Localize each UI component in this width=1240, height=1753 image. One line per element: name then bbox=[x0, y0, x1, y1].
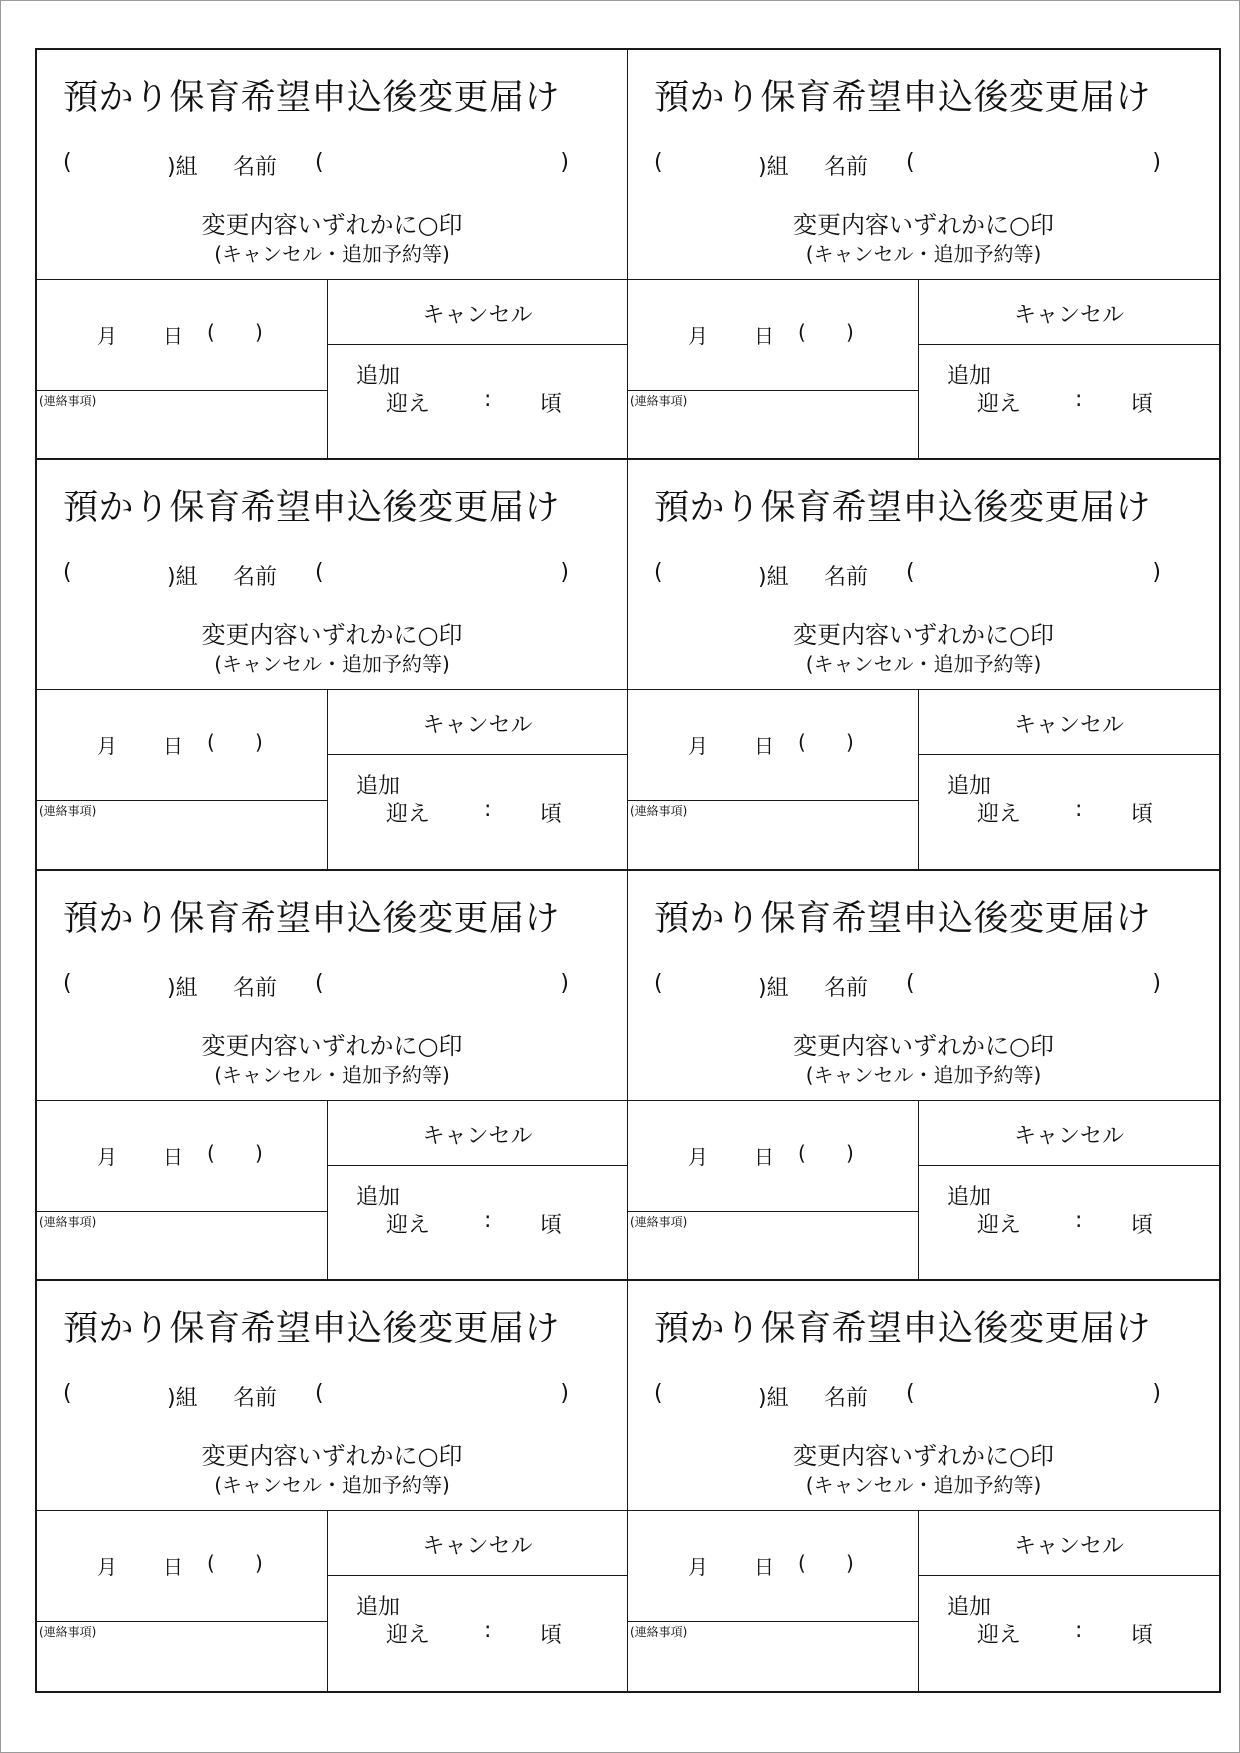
change-request-card bbox=[628, 50, 1219, 460]
cancel-label: キャンセル bbox=[422, 1123, 533, 1149]
day-label: 日 bbox=[754, 324, 774, 348]
class-name-line bbox=[63, 1381, 569, 1411]
cancel-option[interactable] bbox=[919, 1101, 1219, 1166]
pickup-colon: : bbox=[1075, 1617, 1083, 1643]
name-open-paren: ( bbox=[315, 150, 324, 175]
instruction-text: 変更内容いずれかに○印 bbox=[793, 1441, 1054, 1470]
name-label: 名前 bbox=[233, 155, 278, 180]
name-open-paren: ( bbox=[315, 560, 324, 586]
change-request-card bbox=[37, 871, 628, 1281]
instruction-text: 変更内容いずれかに○印 bbox=[793, 211, 1054, 239]
day-label: 日 bbox=[163, 1554, 183, 1579]
change-request-card bbox=[628, 871, 1219, 1281]
class-name-line bbox=[654, 1381, 1161, 1411]
weekday-close-paren: ) bbox=[846, 1140, 854, 1165]
weekday-close-paren: ) bbox=[255, 320, 263, 344]
class-open-paren: ( bbox=[63, 560, 72, 586]
date-notes-column bbox=[628, 1101, 919, 1279]
instruction-subtext: (キャンセル・追加予約等) bbox=[805, 1472, 1042, 1497]
name-close-paren: ) bbox=[1152, 150, 1161, 175]
add-label: 追加 bbox=[356, 774, 401, 800]
notes-field[interactable] bbox=[37, 801, 327, 868]
add-option[interactable] bbox=[328, 345, 627, 458]
day-label: 日 bbox=[163, 1144, 183, 1169]
date-notes-column bbox=[37, 280, 328, 458]
notes-label: (連絡事項) bbox=[39, 1624, 97, 1639]
weekday-close-paren: ) bbox=[846, 730, 854, 755]
name-open-paren: ( bbox=[906, 970, 915, 996]
card-body bbox=[628, 690, 1219, 868]
card-body bbox=[628, 1511, 1219, 1691]
instruction-subtext: (キャンセル・追加予約等) bbox=[805, 652, 1042, 677]
add-option[interactable] bbox=[919, 345, 1219, 458]
name-label: 名前 bbox=[233, 565, 278, 591]
card-header bbox=[37, 871, 627, 1101]
card-body bbox=[37, 690, 627, 868]
month-label: 月 bbox=[97, 1144, 117, 1169]
class-name-line bbox=[654, 971, 1161, 1001]
class-open-paren: ( bbox=[654, 150, 663, 175]
class-open-paren: ( bbox=[63, 150, 72, 175]
date-field[interactable] bbox=[37, 1101, 327, 1212]
notes-field[interactable] bbox=[628, 391, 918, 458]
option-column bbox=[328, 690, 627, 868]
month-label: 月 bbox=[688, 1144, 708, 1169]
name-open-paren: ( bbox=[315, 1380, 324, 1406]
date-field[interactable] bbox=[37, 280, 327, 391]
month-label: 月 bbox=[688, 324, 708, 348]
name-label: 名前 bbox=[824, 155, 869, 180]
name-label: 名前 bbox=[233, 975, 278, 1001]
option-column bbox=[328, 280, 627, 458]
day-label: 日 bbox=[163, 324, 183, 348]
change-request-card bbox=[628, 460, 1219, 870]
form-title: 預かり保育希望申込後変更届け bbox=[63, 488, 561, 529]
date-field[interactable] bbox=[628, 280, 918, 391]
form-title: 預かり保育希望申込後変更届け bbox=[654, 78, 1152, 118]
cancel-label: キャンセル bbox=[1013, 1123, 1124, 1149]
class-name-line bbox=[63, 150, 569, 180]
add-label: 追加 bbox=[947, 774, 992, 800]
notes-field[interactable] bbox=[37, 1622, 327, 1691]
add-option[interactable] bbox=[328, 1576, 627, 1691]
cancel-option[interactable] bbox=[919, 690, 1219, 755]
cancel-option[interactable] bbox=[328, 1101, 627, 1166]
pickup-time-suffix: 頃 bbox=[1131, 1622, 1154, 1648]
option-column bbox=[919, 1511, 1219, 1691]
weekday-close-paren: ) bbox=[255, 1140, 263, 1165]
option-column bbox=[328, 1101, 627, 1279]
class-open-paren: ( bbox=[654, 560, 663, 586]
class-suffix: )組 bbox=[167, 975, 198, 1001]
class-name-line bbox=[654, 150, 1161, 180]
change-request-card bbox=[37, 1281, 628, 1691]
add-label: 追加 bbox=[947, 1184, 992, 1210]
change-request-card bbox=[37, 460, 628, 870]
instruction-text: 変更内容いずれかに○印 bbox=[201, 1031, 463, 1060]
pickup-label: 迎え bbox=[386, 802, 431, 828]
add-option[interactable] bbox=[919, 755, 1219, 868]
month-label: 月 bbox=[688, 734, 708, 759]
instruction-text: 変更内容いずれかに○印 bbox=[201, 1441, 463, 1470]
form-title: 預かり保育希望申込後変更届け bbox=[63, 898, 561, 939]
pickup-colon: : bbox=[484, 1617, 492, 1643]
change-request-card bbox=[628, 1281, 1219, 1691]
name-close-paren: ) bbox=[560, 560, 569, 586]
date-field[interactable] bbox=[37, 1511, 327, 1622]
form-title: 預かり保育希望申込後変更届け bbox=[63, 78, 561, 118]
name-close-paren: ) bbox=[560, 970, 569, 996]
cancel-label: キャンセル bbox=[422, 303, 533, 328]
notes-field[interactable] bbox=[628, 1622, 918, 1691]
name-label: 名前 bbox=[824, 565, 869, 591]
form-title: 預かり保育希望申込後変更届け bbox=[654, 898, 1152, 939]
day-label: 日 bbox=[754, 1554, 774, 1579]
date-field[interactable] bbox=[628, 1511, 918, 1622]
form-title: 預かり保育希望申込後変更届け bbox=[654, 1308, 1152, 1349]
pickup-label: 迎え bbox=[386, 392, 431, 417]
date-notes-column bbox=[37, 1101, 328, 1279]
add-option[interactable] bbox=[328, 1166, 627, 1279]
pickup-time-suffix: 頃 bbox=[540, 1212, 563, 1238]
instruction-text: 変更内容いずれかに○印 bbox=[793, 1031, 1054, 1060]
pickup-colon: : bbox=[1075, 387, 1083, 412]
cancel-option[interactable] bbox=[328, 690, 627, 755]
cancel-option[interactable] bbox=[328, 1511, 627, 1576]
class-open-paren: ( bbox=[63, 1380, 72, 1406]
add-label: 追加 bbox=[947, 1594, 992, 1620]
form-title: 預かり保育希望申込後変更届け bbox=[63, 1308, 561, 1349]
date-notes-column bbox=[628, 690, 919, 868]
class-suffix: )組 bbox=[758, 155, 789, 180]
weekday-open-paren: ( bbox=[207, 1550, 215, 1575]
month-label: 月 bbox=[97, 1554, 117, 1579]
month-label: 月 bbox=[688, 1554, 708, 1579]
date-notes-column bbox=[628, 1511, 919, 1691]
form-title: 預かり保育希望申込後変更届け bbox=[654, 488, 1152, 529]
class-suffix: )組 bbox=[167, 565, 198, 591]
pickup-time-suffix: 頃 bbox=[540, 1622, 563, 1648]
pickup-colon: : bbox=[484, 387, 492, 412]
instruction-text: 変更内容いずれかに○印 bbox=[201, 621, 463, 650]
name-close-paren: ) bbox=[1152, 560, 1161, 586]
class-suffix: )組 bbox=[167, 1385, 198, 1411]
instruction-text: 変更内容いずれかに○印 bbox=[793, 621, 1054, 650]
pickup-colon: : bbox=[1075, 797, 1083, 823]
option-column bbox=[919, 1101, 1219, 1279]
cancel-option[interactable] bbox=[328, 280, 627, 345]
add-label: 追加 bbox=[356, 1594, 401, 1620]
date-notes-column bbox=[37, 1511, 328, 1691]
card-body bbox=[628, 280, 1219, 458]
pickup-label: 迎え bbox=[977, 392, 1022, 417]
add-label: 追加 bbox=[356, 364, 401, 389]
pickup-label: 迎え bbox=[386, 1622, 431, 1648]
weekday-close-paren: ) bbox=[846, 320, 854, 344]
pickup-label: 迎え bbox=[977, 1622, 1022, 1648]
day-label: 日 bbox=[754, 734, 774, 759]
notes-label: (連絡事項) bbox=[39, 394, 97, 408]
class-suffix: )組 bbox=[167, 155, 198, 180]
option-column bbox=[919, 690, 1219, 868]
class-open-paren: ( bbox=[63, 970, 72, 996]
card-body bbox=[628, 1101, 1219, 1279]
pickup-label: 迎え bbox=[386, 1212, 431, 1238]
notes-label: (連絡事項) bbox=[630, 1624, 688, 1639]
notes-label: (連絡事項) bbox=[630, 1214, 688, 1229]
instruction-text: 変更内容いずれかに○印 bbox=[201, 211, 463, 239]
form-sheet bbox=[35, 48, 1221, 1693]
card-header bbox=[37, 460, 627, 690]
pickup-colon: : bbox=[484, 797, 492, 823]
cancel-label: キャンセル bbox=[1013, 303, 1124, 328]
name-open-paren: ( bbox=[906, 150, 915, 175]
weekday-open-paren: ( bbox=[798, 1550, 806, 1575]
name-open-paren: ( bbox=[315, 970, 324, 996]
pickup-colon: : bbox=[1075, 1207, 1083, 1233]
weekday-close-paren: ) bbox=[255, 1550, 263, 1575]
cancel-label: キャンセル bbox=[1013, 713, 1124, 739]
pickup-label: 迎え bbox=[977, 802, 1022, 828]
cancel-option[interactable] bbox=[919, 1511, 1219, 1576]
class-suffix: )組 bbox=[758, 975, 789, 1001]
name-label: 名前 bbox=[824, 975, 869, 1001]
notes-label: (連絡事項) bbox=[630, 394, 688, 408]
weekday-open-paren: ( bbox=[798, 730, 806, 755]
notes-field[interactable] bbox=[37, 391, 327, 458]
name-close-paren: ) bbox=[1152, 970, 1161, 996]
class-name-line bbox=[654, 560, 1161, 590]
class-open-paren: ( bbox=[654, 970, 663, 996]
class-open-paren: ( bbox=[654, 1380, 663, 1406]
add-label: 追加 bbox=[947, 364, 992, 389]
cancel-option[interactable] bbox=[919, 280, 1219, 345]
month-label: 月 bbox=[97, 734, 117, 759]
cancel-label: キャンセル bbox=[422, 1533, 533, 1559]
pickup-label: 迎え bbox=[977, 1212, 1022, 1238]
instruction-subtext: (キャンセル・追加予約等) bbox=[805, 242, 1042, 266]
add-label: 追加 bbox=[356, 1184, 401, 1210]
pickup-colon: : bbox=[484, 1207, 492, 1233]
card-header bbox=[628, 50, 1219, 280]
name-label: 名前 bbox=[824, 1385, 869, 1411]
name-open-paren: ( bbox=[906, 560, 915, 586]
class-suffix: )組 bbox=[758, 1385, 789, 1411]
card-header bbox=[37, 1281, 627, 1511]
weekday-open-paren: ( bbox=[798, 320, 806, 344]
option-column bbox=[919, 280, 1219, 458]
month-label: 月 bbox=[97, 324, 117, 348]
add-option[interactable] bbox=[919, 1576, 1219, 1691]
instruction-subtext: (キャンセル・追加予約等) bbox=[214, 652, 450, 677]
weekday-open-paren: ( bbox=[207, 730, 215, 755]
date-field[interactable] bbox=[37, 690, 327, 801]
pickup-time-suffix: 頃 bbox=[1131, 392, 1154, 417]
card-header bbox=[37, 50, 627, 280]
cancel-label: キャンセル bbox=[422, 713, 533, 739]
instruction-subtext: (キャンセル・追加予約等) bbox=[214, 242, 450, 266]
notes-field[interactable] bbox=[628, 1212, 918, 1279]
card-body bbox=[37, 1101, 627, 1279]
notes-field[interactable] bbox=[37, 1212, 327, 1279]
card-header bbox=[628, 460, 1219, 690]
instruction-subtext: (キャンセル・追加予約等) bbox=[214, 1062, 450, 1087]
weekday-close-paren: ) bbox=[846, 1550, 854, 1575]
add-option[interactable] bbox=[919, 1166, 1219, 1279]
pickup-time-suffix: 頃 bbox=[540, 802, 563, 828]
weekday-open-paren: ( bbox=[207, 1140, 215, 1165]
notes-label: (連絡事項) bbox=[39, 1214, 97, 1229]
name-close-paren: ) bbox=[1152, 1380, 1161, 1406]
name-close-paren: ) bbox=[560, 150, 569, 175]
weekday-open-paren: ( bbox=[798, 1140, 806, 1165]
date-notes-column bbox=[37, 690, 328, 868]
day-label: 日 bbox=[754, 1144, 774, 1169]
date-field[interactable] bbox=[628, 1101, 918, 1212]
add-option[interactable] bbox=[328, 755, 627, 868]
notes-label: (連絡事項) bbox=[630, 804, 688, 819]
date-field[interactable] bbox=[628, 690, 918, 801]
card-header bbox=[628, 1281, 1219, 1511]
cancel-label: キャンセル bbox=[1013, 1533, 1124, 1559]
pickup-time-suffix: 頃 bbox=[540, 392, 563, 417]
date-notes-column bbox=[628, 280, 919, 458]
name-close-paren: ) bbox=[560, 1380, 569, 1406]
class-name-line bbox=[63, 560, 569, 590]
instruction-subtext: (キャンセル・追加予約等) bbox=[214, 1472, 450, 1497]
weekday-close-paren: ) bbox=[255, 730, 263, 755]
card-body bbox=[37, 280, 627, 458]
card-header bbox=[628, 871, 1219, 1101]
option-column bbox=[328, 1511, 627, 1691]
name-open-paren: ( bbox=[906, 1380, 915, 1406]
class-suffix: )組 bbox=[758, 565, 789, 591]
instruction-subtext: (キャンセル・追加予約等) bbox=[805, 1062, 1042, 1087]
pickup-time-suffix: 頃 bbox=[1131, 1212, 1154, 1238]
class-name-line bbox=[63, 971, 569, 1001]
notes-label: (連絡事項) bbox=[39, 804, 97, 819]
change-request-card bbox=[37, 50, 628, 460]
card-body bbox=[37, 1511, 627, 1691]
day-label: 日 bbox=[163, 734, 183, 759]
weekday-open-paren: ( bbox=[207, 320, 215, 344]
pickup-time-suffix: 頃 bbox=[1131, 802, 1154, 828]
name-label: 名前 bbox=[233, 1385, 278, 1411]
notes-field[interactable] bbox=[628, 801, 918, 868]
